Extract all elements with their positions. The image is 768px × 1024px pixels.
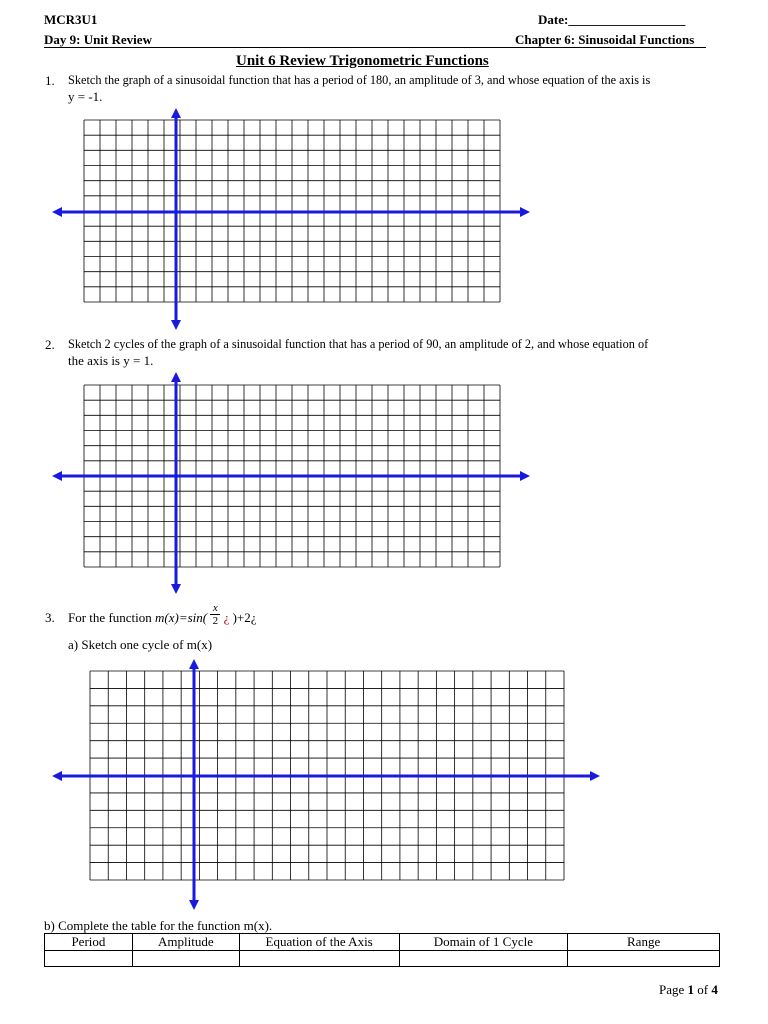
grid-q2-x-arrow-right — [520, 471, 530, 481]
date-field: Date:__________________ — [538, 12, 686, 27]
q2-text-line1: Sketch 2 cycles of the graph of a sinusoidal function that has a period of 90, an amplitude of 2, and whose equation of — [68, 337, 649, 351]
course-code: MCR3U1 — [44, 12, 98, 27]
q2-text-line2: the axis is y = 1. — [68, 353, 154, 368]
grid-q1-x-arrow-right — [520, 207, 530, 217]
page-current: 1 — [687, 982, 695, 997]
page-number — [659, 982, 718, 998]
page-prefix: Page — [659, 982, 688, 997]
q2-number: 2. — [45, 337, 55, 352]
fraction-numerator: x — [210, 602, 220, 615]
answer-period-cell[interactable] — [45, 951, 133, 967]
grid-q1-y-arrow-up — [171, 108, 181, 118]
q1-text-line1: Sketch the graph of a sinusoidal function that has a period of 180, an amplitude of 3, and whose equation of the axis is — [68, 73, 651, 87]
function-rhs: )+2¿ — [232, 610, 257, 625]
header-domain: Domain of 1 Cycle — [399, 934, 568, 951]
function-lhs: m(x)=sin( — [155, 610, 208, 625]
grid-q2-x-arrow-left — [52, 471, 62, 481]
q3b-label: b) Complete the table for the function m(x). — [44, 918, 273, 933]
answer-amplitude-cell[interactable] — [132, 951, 239, 967]
q3-intro: For the function — [68, 610, 152, 625]
table-header-row — [45, 934, 720, 951]
day-label: Day 9: Unit Review — [44, 32, 152, 47]
grid-q1-x-arrow-left — [52, 207, 62, 217]
function-mid: ¿ — [223, 610, 230, 625]
grid-q1-y-arrow-down — [171, 320, 181, 330]
function-table — [44, 933, 720, 967]
page-mid: of — [694, 982, 712, 997]
page-title: Unit 6 Review Trigonometric Functions — [236, 53, 489, 69]
q3-number: 3. — [45, 610, 55, 625]
grid-q2-y-arrow-down — [171, 584, 181, 594]
header-axis: Equation of the Axis — [239, 934, 399, 951]
answer-domain-cell[interactable] — [399, 951, 568, 967]
grid-q3-x-arrow-right — [590, 771, 600, 781]
q3a-label: a) Sketch one cycle of m(x) — [68, 637, 213, 652]
chapter-label: Chapter 6: Sinusoidal Functions — [515, 32, 695, 47]
header-period: Period — [45, 934, 133, 951]
answer-range-cell[interactable] — [568, 951, 720, 967]
grid-q3-x-arrow-left — [52, 771, 62, 781]
table-answer-row[interactable] — [45, 951, 720, 967]
header-range: Range — [568, 934, 720, 951]
grid-q3-y-arrow-down — [189, 900, 199, 910]
fraction-denominator: 2 — [212, 615, 219, 627]
q1-text-line2: y = -1. — [68, 89, 103, 104]
grid-q3-y-arrow-up — [189, 659, 199, 669]
grid-q2-y-arrow-up — [171, 372, 181, 382]
page-total: 4 — [711, 982, 718, 997]
header-amplitude: Amplitude — [132, 934, 239, 951]
q1-number: 1. — [45, 73, 55, 88]
answer-axis-cell[interactable] — [239, 951, 399, 967]
